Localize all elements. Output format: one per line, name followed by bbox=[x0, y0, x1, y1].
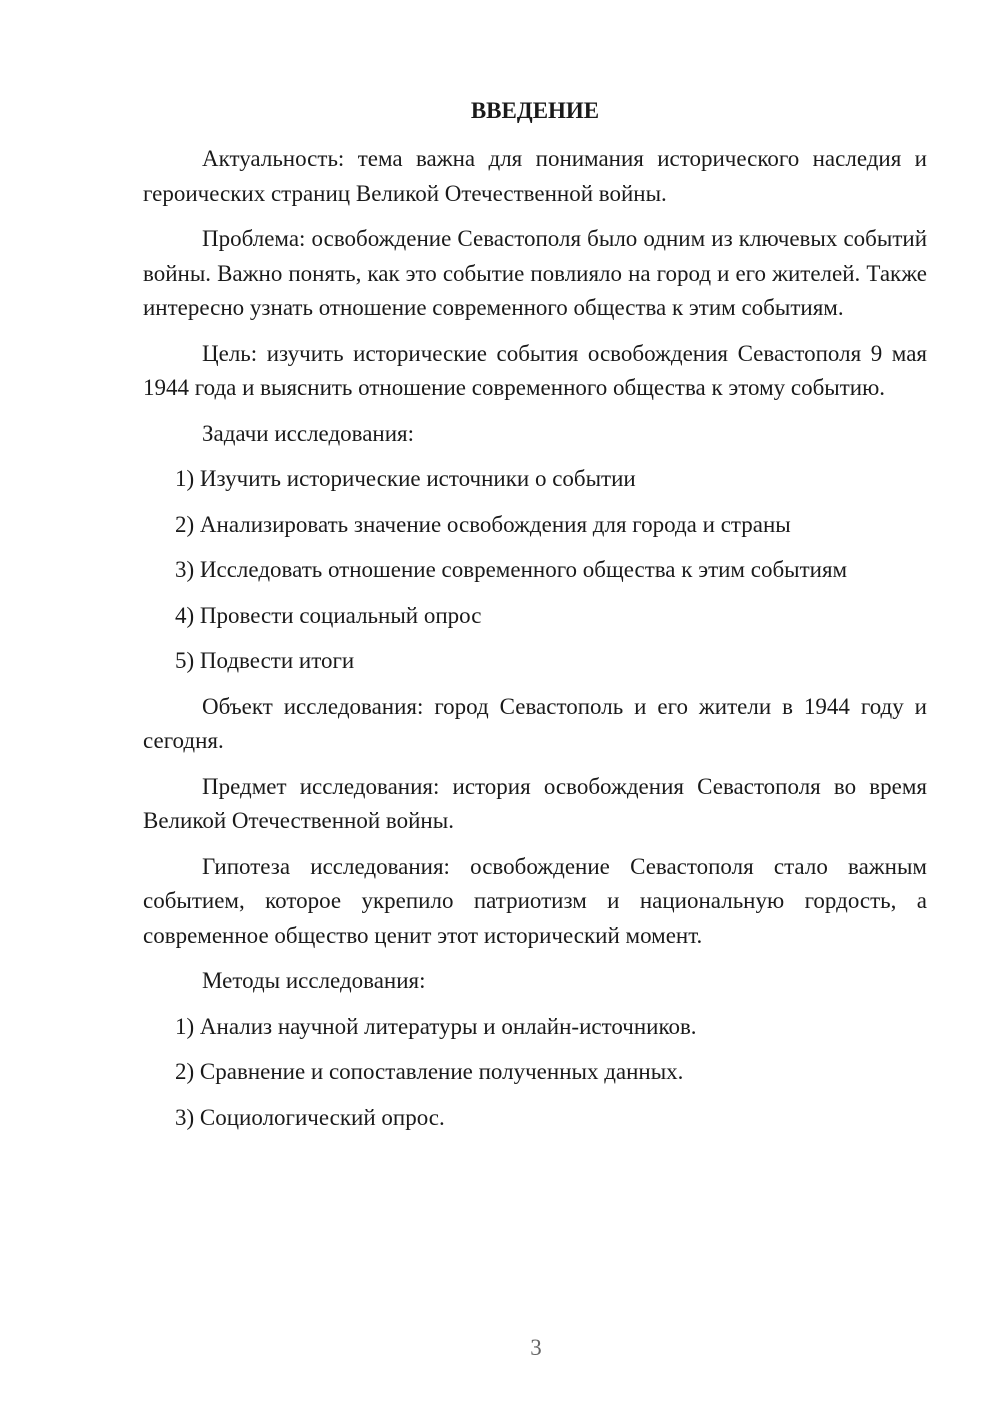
problem-paragraph: Проблема: освобождение Севастополя было одним из ключевых событий войны. Важно понять, как это событие повлияло на город и его жителей. Также интересно узнать отношение современного общества к этим событиям. bbox=[143, 226, 927, 320]
tasks-list bbox=[143, 462, 927, 679]
hypothesis-paragraph: Гипотеза исследования: освобождение Севастополя стало важным событием, которое укрепило патриотизм и национальную гордость, а современное общество ценит этот исторический момент. bbox=[143, 853, 927, 948]
subject-paragraph: Предмет исследования: история освобождения Севастополя во время Великой Отечественной войны. bbox=[143, 773, 927, 833]
tasks-heading: Задачи исследования: bbox=[202, 420, 415, 446]
list-item: 2) Анализировать значение освобождения для города и страны bbox=[175, 511, 791, 537]
list-item: 1) Анализ научной литературы и онлайн-источников. bbox=[175, 1013, 697, 1039]
list-item: 2) Сравнение и сопоставление полученных данных. bbox=[175, 1059, 684, 1084]
list-item: 4) Провести социальный опрос bbox=[175, 602, 482, 628]
list-item: 3) Исследовать отношение современного общества к этим событиям bbox=[175, 557, 848, 582]
methods-list bbox=[143, 1010, 927, 1136]
relevance-paragraph: Актуальность: тема важна для понимания исторического наследия и героических страниц Великой Отечественной войны. bbox=[143, 146, 927, 206]
page-number: 3 bbox=[530, 1335, 542, 1360]
list-item: 1) Изучить исторические источники о событии bbox=[175, 466, 636, 491]
page-title: ВВЕДЕНИЕ bbox=[470, 98, 600, 123]
methods-heading: Методы исследования: bbox=[202, 968, 426, 993]
object-paragraph: Объект исследования: город Севастополь и его жители в 1944 году и сегодня. bbox=[143, 693, 927, 753]
page-content bbox=[143, 96, 927, 1146]
list-item: 5) Подвести итоги bbox=[175, 648, 355, 673]
list-item: 3) Социологический опрос. bbox=[175, 1104, 445, 1130]
goal-paragraph: Цель: изучить исторические события освобождения Севастополя 9 мая 1944 года и выяснить отношение современного общества к этому событию. bbox=[143, 340, 927, 400]
